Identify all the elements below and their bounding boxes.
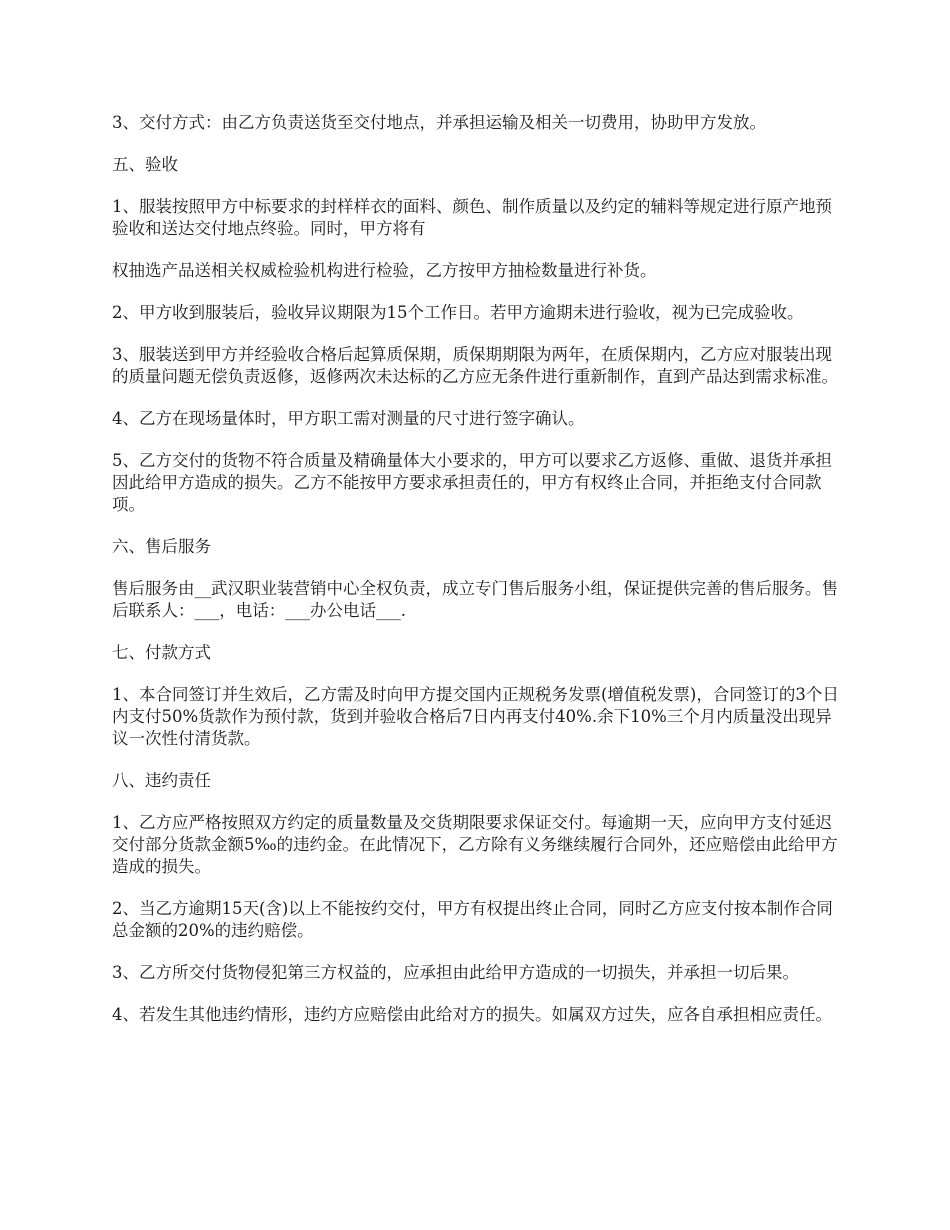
section-heading-acceptance: 五、验收 <box>112 155 178 174</box>
document-body <box>112 112 847 1046</box>
clause-acceptance-2: 2、甲方收到服装后，验收异议期限为15个工作日。若甲方逾期未进行验收，视为已完成验收。 <box>112 303 804 322</box>
clause-acceptance-1-continued: 权抽选产品送相关权威检验机构进行检验，乙方按甲方抽检数量进行补货。 <box>112 261 657 280</box>
section-heading-payment: 七、付款方式 <box>112 643 211 662</box>
clause-payment-1: 1、本合同签订并生效后，乙方需及时向甲方提交国内正规税务发票(增值税发票)，合同签订的3个日内支付50%货款作为预付款，货到并验收合格后7日内再支付40%.余下10%三个月内质量没出现异议一次性付清货款。 <box>112 685 839 748</box>
clause-liability-3: 3、乙方所交付货物侵犯第三方权益的，应承担由此给甲方造成的一切损失，并承担一切后果。 <box>112 963 799 982</box>
clause-acceptance-4: 4、乙方在现场量体时，甲方职工需对测量的尺寸进行签字确认。 <box>112 409 585 428</box>
clause-acceptance-5: 5、乙方交付的货物不符合质量及精确量体大小要求的，甲方可以要求乙方返修、重做、退货并承担因此给甲方造成的损失。乙方不能按甲方要求承担责任的，甲方有权终止合同，并拒绝支付合同款项。 <box>112 451 832 514</box>
clause-acceptance-1: 1、服装按照甲方中标要求的封样样衣的面料、颜色、制作质量以及约定的辅料等规定进行原产地预验收和送达交付地点终验。同时，甲方将有 <box>112 197 832 238</box>
clause-liability-4: 4、若发生其他违约情形，违约方应赔偿由此给对方的损失。如属双方过失，应各自承担相应责任。 <box>112 1005 832 1024</box>
clause-acceptance-3: 3、服装送到甲方并经验收合格后起算质保期，质保期期限为两年，在质保期内，乙方应对服装出现的质量问题无偿负责返修，返修两次未达标的乙方应无条件进行重新制作，直到产品达到需求标准。 <box>112 345 838 386</box>
clause-liability-2: 2、当乙方逾期15天(含)以上不能按约交付，甲方有权提出终止合同，同时乙方应支付按本制作合同总金额的20%的违约赔偿。 <box>112 899 833 940</box>
clause-delivery-method: 3、交付方式：由乙方负责送货至交付地点，并承担运输及相关一切费用，协助甲方发放。 <box>112 113 766 132</box>
section-heading-liability: 八、违约责任 <box>112 771 211 790</box>
section-heading-after-sales: 六、售后服务 <box>112 537 211 556</box>
clause-liability-1: 1、乙方应严格按照双方约定的质量数量及交货期限要求保证交付。每逾期一天，应向甲方支付延迟交付部分货款金额5‰的违约金。在此情况下，乙方除有义务继续履行合同外，还应赔偿由此给甲方造成的损失。 <box>112 813 838 876</box>
clause-after-sales: 售后服务由__武汉职业装营销中心全权负责，成立专门售后服务小组，保证提供完善的售后服务。售后联系人：___，电话：___办公电话___. <box>112 579 838 620</box>
